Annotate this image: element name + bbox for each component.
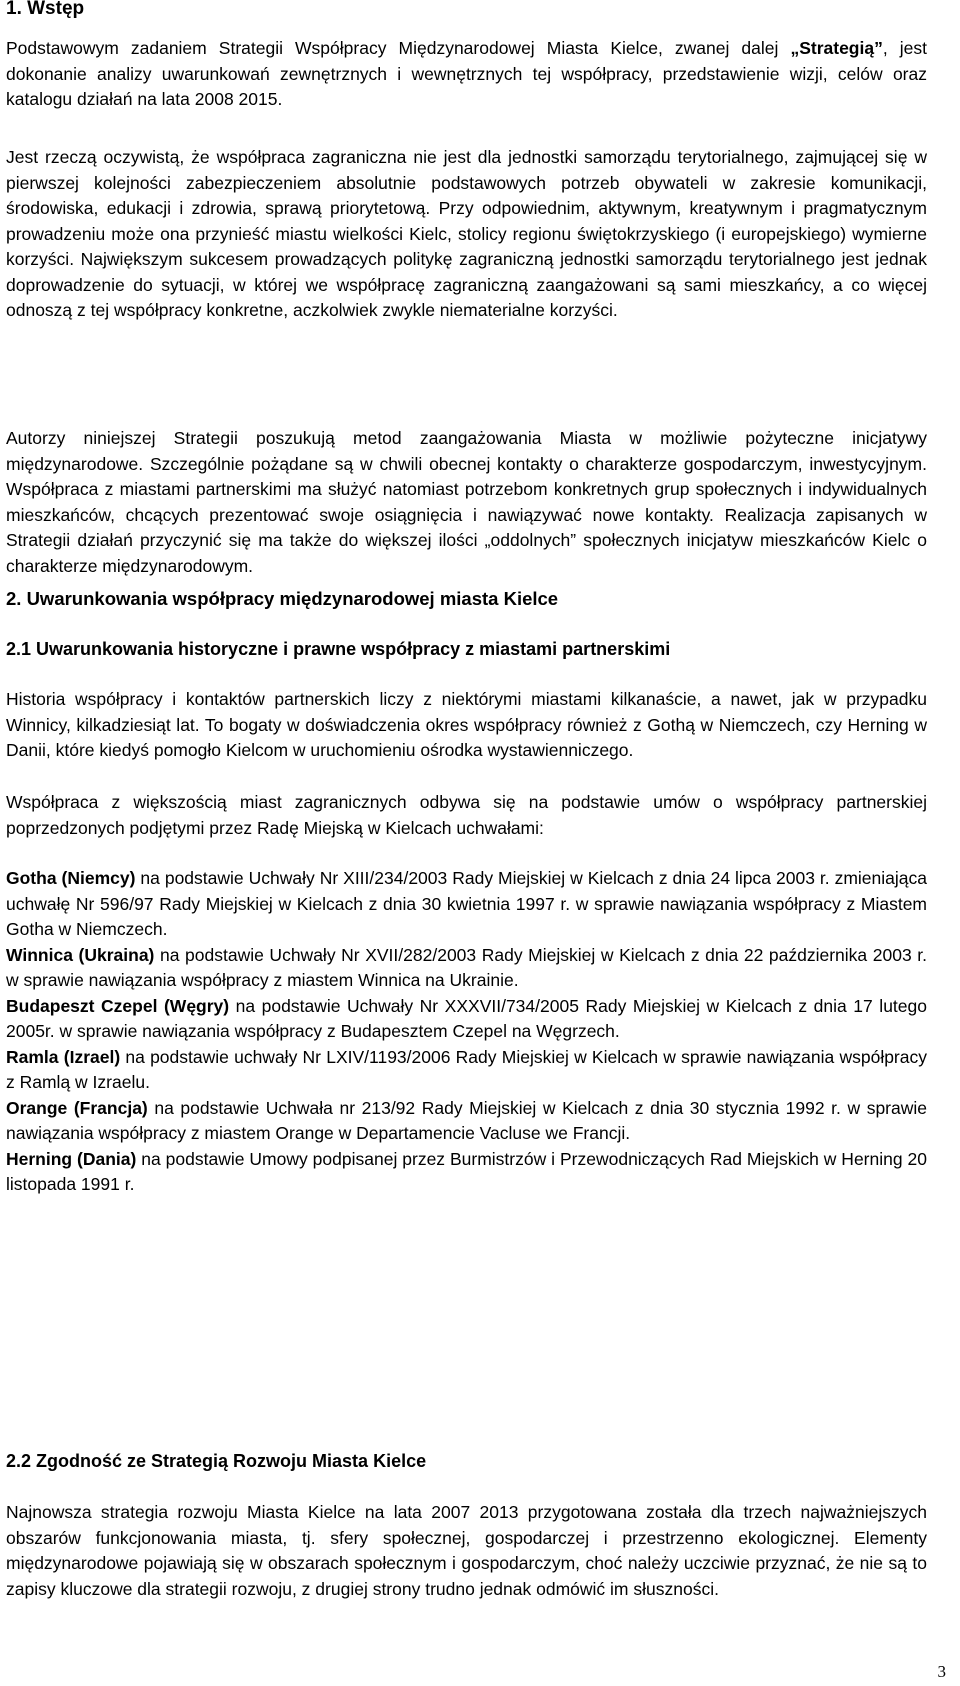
partner-name: Ramla (Izrael) xyxy=(6,1046,121,1067)
partner-text: na podstawie Uchwały Nr XXXVII/734/2005 Rady Miejskiej w Kielcach z dnia 17 lutego 2005r. w sprawie nawiązania współpracy z Budapesztem Czepel na Węgrzech. xyxy=(6,995,927,1041)
partner-entry xyxy=(6,1096,927,1147)
partner-name: Budapeszt Czepel (Węgry) xyxy=(6,995,230,1016)
p3-text: Autorzy niniejszej Strategii poszukują metod zaangażowania Miasta w możliwie pożyteczne inicjatywy międzynarodowe. Szczególnie pożądane są w chwili obecnej kontakty o charakterze gospodarczym, inwestycyjnym. Współpraca z miastami partnerskimi ma służyć natomiast potrzebom konkretnych grup społecznych i indywidualnych mieszkańców, chcących prezentować swoje osiągnięcia i nawiązywać nowe kontakty. Realizacja zapisanych w Strategii działań przyczynić się ma także do większej ilości „oddolnych” społecznych inicjatyw mieszkańców Kielc o charakterze międzynarodowym. xyxy=(6,428,927,576)
partner-text: na podstawie uchwały Nr LXIV/1193/2006 Rady Miejskiej w Kielcach w sprawie nawiązania współpracy z Ramlą w Izraelu. xyxy=(6,1046,927,1092)
s21-p1-text: Historia współpracy i kontaktów partnerskich liczy z niektórymi miastami kilkanaście, a nawet, jak w przypadku Winnicy, kilkadziesiąt lat. To bogaty w doświadczenia okres współpracy również z Gothą w Niemczech, czy Herning w Danii, które kiedyś pomogło Kielcom w uruchomieniu ośrodka wystawienniczego. xyxy=(6,689,927,760)
section-2-2-paragraph-1 xyxy=(6,1500,927,1602)
section-1-paragraph-3 xyxy=(6,426,927,579)
section-2-2-title: 2.2 Zgodność ze Strategią Rozwoju Miasta Kielce xyxy=(6,1451,427,1471)
section-2-title: 2. Uwarunkowania współpracy międzynarodowej miasta Kielce xyxy=(6,588,559,609)
partner-entry xyxy=(6,1147,927,1198)
partner-text: na podstawie Umowy podpisanej przez Burmistrzów i Przewodniczących Rad Miejskich w Herning 20 listopada 1991 r. xyxy=(6,1148,927,1194)
s21-p2-text: Współpraca z większością miast zagranicznych odbywa się na podstawie umów o współpracy partnerskiej poprzedzonych podjętymi przez Radę Miejską w Kielcach uchwałami: xyxy=(6,792,927,838)
section-2-1-paragraph-2 xyxy=(6,790,927,841)
section-2-1-title: 2.1 Uwarunkowania historyczne i prawne współpracy z miastami partnerskimi xyxy=(6,639,671,659)
p1-strategy-term: „Strategią” xyxy=(790,38,883,58)
section-1-paragraph-1 xyxy=(6,36,927,113)
p2-text-a: Jest rzeczą oczywistą, że współpraca zagraniczna nie jest dla jednostki samorządu terytorialnego, zajmującej się w pierwszej kolejności zabezpieczeniem absolutnie podstawowych potrzeb obywateli w zakresie komunikacji, środowiska, edukacji i zdrowia, sprawą priorytetową. Przy odpowiednim, aktywnym, kreatywnym i pragmatycznym prowadzeniu może ona przynieść miastu wielkości Kielc, stolicy regionu świętokrzyskiego (i europejskiego) wymierne korzyści. xyxy=(6,147,927,269)
partner-cities-list xyxy=(6,866,927,1198)
partner-text: na podstawie Uchwały Nr XIII/234/2003 Rady Miejskiej w Kielcach z dnia 24 lipca 2003 r. zmieniająca uchwałę Nr 596/97 Rady Miejskiej w Kielcach z dnia 30 kwietnia 1997 r. w sprawie nawiązania współpracy z Miastem Gotha w Niemczech. xyxy=(6,868,927,939)
partner-text: na podstawie Uchwała nr 213/92 Rady Miejskiej w Kielcach z dnia 30 stycznia 1992 r. w sprawie nawiązania współpracy z miastem Orange w Departamencie Vacluse we Francji. xyxy=(6,1097,927,1143)
partner-entry xyxy=(6,1045,927,1096)
partner-name: Gotha (Niemcy) xyxy=(6,868,136,888)
s22-p1-text: Najnowsza strategia rozwoju Miasta Kielce na lata 2007 2013 przygotowana została dla trzech najważniejszych obszarów funkcjonowania miasta, tj. sfery społecznej, gospodarczej i przestrzenno ekologicznej. Elementy międzynarodowe pojawiają się w obszarach społecznym i gospodarczym, choć należy uczciwie przyznać, że nie są to zapisy kluczowe dla strategii rozwoju, z drugiej strony trudno jednak odmówić im słuszności. xyxy=(6,1502,927,1599)
partner-text: na podstawie Uchwały Nr XVII/282/2003 Rady Miejskiej w Kielcach z dnia 22 października 2003 r. w sprawie nawiązania współpracy z miastem Winnica na Ukrainie. xyxy=(6,944,927,990)
section-1-title: 1. Wstęp xyxy=(6,0,85,19)
partner-entry xyxy=(6,943,927,994)
partner-name: Herning (Dania) xyxy=(6,1148,137,1169)
p2-text-b: Największym sukcesem prowadzących politykę zagraniczną jednostki samorządu terytorialnego jest jednak doprowadzenie do sytuacji, w której we współpracę zagraniczną zaangażowani są sami mieszkańcy, a co więcej odnoszą z tej współpracy konkretne, aczkolwiek zwykle niematerialne korzyści. xyxy=(6,249,927,320)
partner-entry xyxy=(6,866,927,943)
p1-text-a: Podstawowym zadaniem Strategii Współpracy Międzynarodowej Miasta Kielce, zwanej dalej xyxy=(6,38,791,58)
partner-name: Orange (Francja) xyxy=(6,1097,148,1118)
p1-text-c: , jest dokonanie analizy uwarunkowań zewnętrznych i wewnętrznych tej współpracy, przedstawienie wizji, celów oraz katalogu działań na lata 2008 2015. xyxy=(6,38,927,109)
page-number: 3 xyxy=(937,1662,946,1681)
section-2-1-paragraph-1 xyxy=(6,687,927,764)
partner-name: Winnica (Ukraina) xyxy=(6,944,155,965)
partner-entry xyxy=(6,994,927,1045)
section-1-paragraph-2 xyxy=(6,145,927,324)
